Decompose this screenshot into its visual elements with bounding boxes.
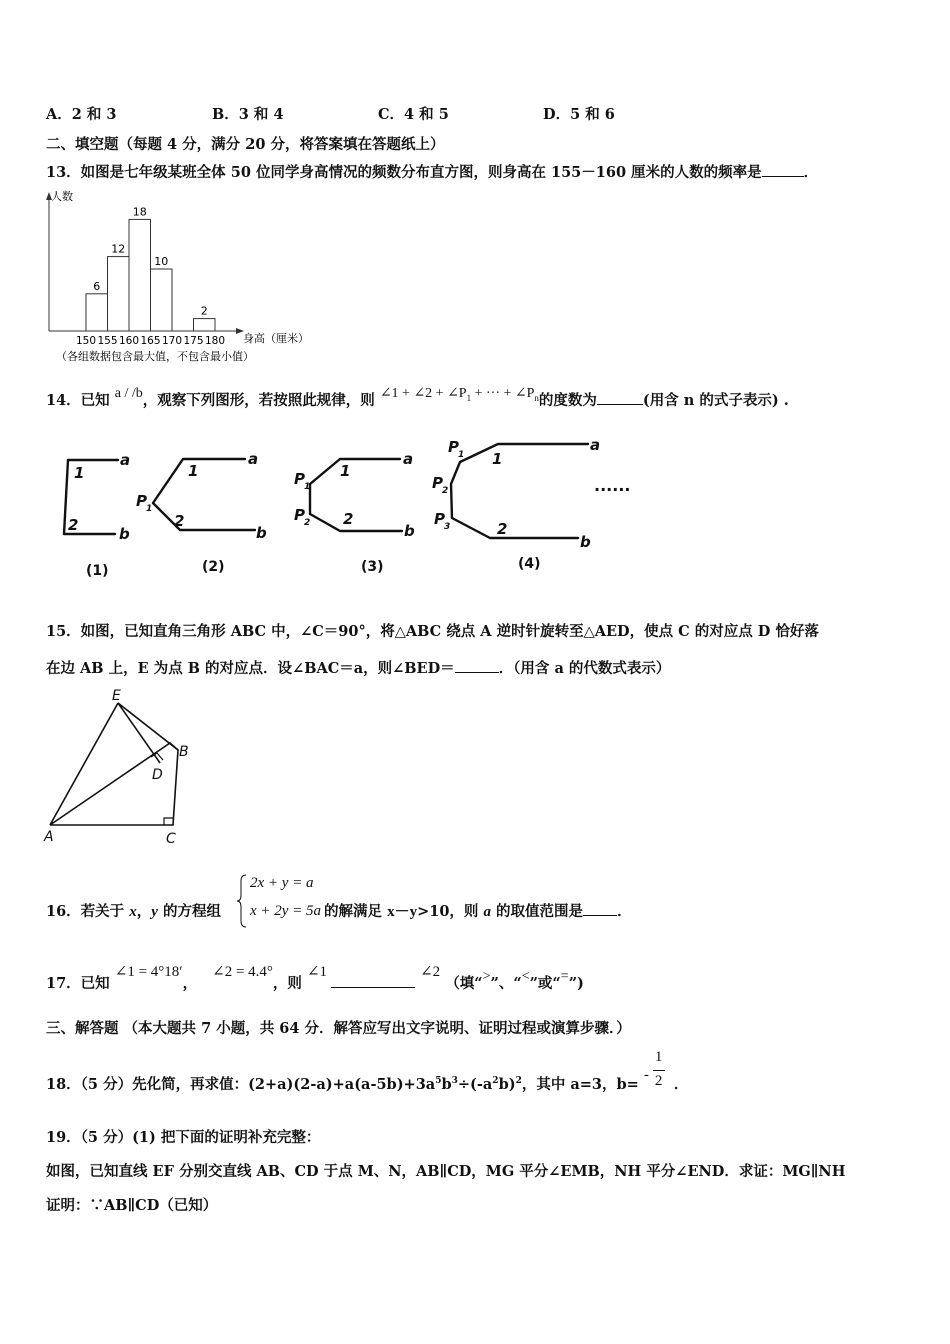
- q14-tail2: (用含 n 的式子表示) .: [642, 392, 789, 409]
- q18-sup3: 2: [492, 1076, 499, 1087]
- fig3-label-p2-sub: 2: [304, 518, 311, 528]
- y-axis-label: 人数: [51, 190, 73, 203]
- q16-equation-system: [236, 873, 336, 929]
- fig1-label-b: b: [119, 525, 130, 543]
- question-17: [46, 964, 584, 995]
- q18-minus: -: [643, 1067, 649, 1083]
- fig3-label-1: 1: [340, 462, 351, 480]
- q17-e2: ∠2 = 4.4°: [212, 964, 273, 980]
- fig1-label-2: 2: [68, 516, 79, 534]
- point-E: E: [112, 688, 121, 704]
- q18-text: 18．（5 分）先化简，再求值：(2+a)(2-a)+a(a-5b)+3a: [46, 1076, 436, 1093]
- q16-blank: [583, 901, 617, 916]
- q18-fraction: [643, 1049, 674, 1089]
- fig2-label-1: 1: [188, 462, 199, 480]
- q17-blank: [331, 973, 415, 988]
- bar-150-155: [86, 294, 108, 331]
- q18-sup1: 5: [435, 1076, 442, 1087]
- q16-y: y: [151, 904, 158, 920]
- q18-sup2: 3: [451, 1076, 458, 1087]
- bar-155-160: [108, 257, 130, 331]
- section-2-heading: 二、填空题（每题 4 分，满分 20 分，将答案填在答题纸上）: [46, 136, 445, 153]
- q16-a: a: [483, 904, 491, 920]
- fig3-label-b: b: [404, 522, 415, 540]
- tick-label-175: 175: [183, 335, 204, 347]
- bar-165-170: [151, 269, 173, 331]
- fig2-label-2: 2: [174, 512, 185, 530]
- q14-figures: [50, 432, 650, 582]
- q13-blank: [762, 162, 804, 177]
- fig3-shape: [310, 459, 402, 531]
- fig3-label-p1-sub: 1: [304, 482, 311, 492]
- option-a: A．2 和 3: [46, 106, 117, 123]
- q18-dot: ．: [673, 1076, 689, 1093]
- option-c: C．4 和 5: [378, 106, 449, 123]
- fig4-label-p1: P: [448, 438, 459, 456]
- q14-expr-a: ∠1 + ∠2 + ∠P: [379, 386, 467, 401]
- fig2-label-p: P: [136, 492, 147, 510]
- question-19-line3: 证明：∵AB∥CD（已知）: [46, 1197, 218, 1214]
- fig3-label-p2: P: [294, 506, 305, 524]
- histogram-note: （各组数据包含最大值，不包含最小值）: [56, 350, 254, 363]
- bar-label-165-170: 10: [154, 255, 169, 268]
- tick-label-170: 170: [161, 335, 183, 347]
- tick-label-160: 160: [118, 335, 140, 347]
- q16-comma: ，: [136, 903, 152, 920]
- question-16: [46, 901, 632, 922]
- q14-expr-b: + ··· + ∠P: [471, 386, 535, 401]
- tick-label-180: 180: [204, 335, 226, 347]
- triangle-lines: [50, 703, 178, 825]
- fig2-label-p-sub: 1: [146, 504, 153, 514]
- question-19-line1: 19．（5 分）(1) 把下面的证明补充完整：: [46, 1129, 321, 1146]
- q16-x: x: [129, 904, 137, 920]
- q16-eq2: x + 2y = 5a: [250, 903, 322, 919]
- option-b: B．3 和 4: [212, 106, 284, 123]
- point-D: D: [152, 767, 163, 783]
- q15-triangle-figure: [40, 685, 210, 850]
- q18-t4: b): [498, 1076, 516, 1093]
- q17-e3: ∠1: [306, 964, 328, 980]
- tick-label-165: 165: [140, 335, 161, 347]
- q14-num: 14．已知: [46, 392, 110, 409]
- fig1-label-a: a: [120, 451, 131, 469]
- q18-t3: ÷(-a: [457, 1076, 493, 1093]
- segment-ED: [118, 703, 160, 763]
- q14-expr: [380, 386, 539, 401]
- fig3-label-2: 2: [343, 510, 354, 528]
- q14-blank: [597, 390, 643, 405]
- q16-eq1: 2x + y = a: [250, 875, 314, 891]
- fig4-label-b: b: [580, 533, 591, 551]
- segment-EB: [118, 703, 178, 750]
- q18-t5: ，其中 a=3，b=: [521, 1076, 639, 1093]
- question-13: [46, 162, 818, 183]
- q16-gt: >10，则: [417, 903, 484, 920]
- fig1-label-1: 1: [74, 464, 85, 482]
- q17-c2: ，则: [272, 975, 302, 992]
- fig4-label-2: 2: [497, 520, 508, 538]
- fig4-label-a: a: [590, 436, 601, 454]
- fig1-caption: (1): [86, 563, 109, 579]
- q15-line2-tail: ．（用含 a 的代数式表示）: [498, 660, 671, 677]
- q13-text: 13．如图是七年级某班全体 50 位同学身高情况的频数分布直方图，则身高在 155－160 厘米的人数的频率是: [46, 164, 762, 181]
- q17-e1: ∠1 = 4°18′: [114, 964, 183, 980]
- fig3-label-p1: P: [294, 470, 305, 488]
- q18-t2: b: [441, 1076, 452, 1093]
- bar-label-175-180: 2: [200, 304, 208, 318]
- bar-175-180: [194, 319, 216, 331]
- tick-label-155: 155: [97, 335, 118, 347]
- bar-label-155-160: 12: [111, 242, 126, 256]
- fig3-caption: (3): [361, 559, 384, 575]
- q17-lt: <: [521, 969, 530, 984]
- q14-mid: ，观察下列图形，若按照此规律，则: [142, 392, 375, 409]
- q16-dot: ．: [617, 903, 632, 920]
- q18-numerator: 1: [654, 1049, 663, 1065]
- question-18: [46, 1049, 689, 1095]
- q17-fill: （填“: [445, 975, 483, 992]
- question-15-line2: [46, 658, 670, 679]
- fig2-label-b: b: [256, 524, 267, 542]
- q16-post: 的解满足: [324, 903, 388, 920]
- fig2-caption: (2): [202, 559, 225, 575]
- fig4-label-p1-sub: 1: [458, 450, 465, 460]
- histogram-chart: [38, 188, 328, 368]
- fig2-label-a: a: [248, 450, 259, 468]
- fig2-shape: [153, 459, 255, 530]
- bar-label-160-165: 18: [132, 205, 147, 219]
- question-15-line1: 15．如图，已知直角三角形 ABC 中，∠C＝90°，将△ABC 绕点 A 逆时针旋转至△AED，使点 C 的对应点 D 恰好落: [46, 623, 819, 640]
- question-14: [46, 386, 789, 416]
- q17-e4: ∠2: [420, 964, 441, 980]
- q13-tail: ．: [803, 164, 819, 181]
- fig4-label-p3-sub: 3: [444, 522, 451, 532]
- q17-c1: ，: [182, 975, 198, 992]
- q14-sub1: 1: [466, 392, 472, 403]
- option-d: D．5 和 6: [543, 106, 615, 123]
- q18-denominator: 2: [654, 1073, 663, 1089]
- point-C: C: [166, 831, 176, 847]
- q14-tail: 的度数为: [538, 392, 597, 409]
- q16-mid: 的方程组: [157, 903, 221, 920]
- fig4-label-1: 1: [492, 450, 503, 468]
- q17-eq: =: [560, 969, 569, 984]
- fig4-label-p2-sub: 2: [442, 486, 449, 496]
- fig-ellipsis: ······: [594, 480, 631, 499]
- right-angle-C: [164, 818, 173, 825]
- q16-pre: 16．若关于: [46, 903, 130, 920]
- q17-sep1: ”、“: [490, 975, 522, 992]
- q17-sep2: ”或“: [529, 975, 561, 992]
- question-19-line2: 如图，已知直线 EF 分别交直线 AB、CD 于点 M、N，AB∥CD，MG 平分∠EMB，NH 平分∠END．求证：MG∥NH: [46, 1163, 846, 1180]
- x-axis-label: 身高（厘米）: [243, 332, 309, 345]
- fig4-caption: (4): [518, 556, 541, 572]
- point-B: B: [179, 744, 189, 760]
- q17-gt: >: [482, 969, 491, 984]
- point-A: A: [44, 829, 54, 845]
- section-3-heading: 三、解答题 （本大题共 7 小题，共 64 分．解答应写出文字说明、证明过程或演算步骤．）: [46, 1020, 631, 1037]
- bar-label-150-155: 6: [93, 279, 101, 293]
- bar-160-165: [129, 219, 151, 331]
- q15-blank: [455, 658, 499, 673]
- tick-label-150: 150: [75, 335, 97, 347]
- fig4-shape: [451, 444, 588, 538]
- fig4-label-p2: P: [432, 474, 443, 492]
- fig4-label-p3: P: [434, 510, 445, 528]
- q17-pre: 17．已知: [46, 975, 110, 992]
- q18-sup4: 2: [515, 1076, 522, 1087]
- q14-subn: n: [534, 392, 539, 403]
- q15-line2-text: 在边 AB 上，E 为点 B 的对应点．设∠BAC＝a，则∠BED＝: [46, 660, 455, 677]
- fig3-label-a: a: [403, 450, 414, 468]
- q14-parallel: a / /b: [114, 386, 143, 401]
- q17-end: ”): [568, 975, 584, 992]
- q16-cond: x－y: [387, 904, 418, 920]
- brace-icon: [236, 873, 248, 929]
- q16-end: 的取值范围是: [491, 903, 584, 920]
